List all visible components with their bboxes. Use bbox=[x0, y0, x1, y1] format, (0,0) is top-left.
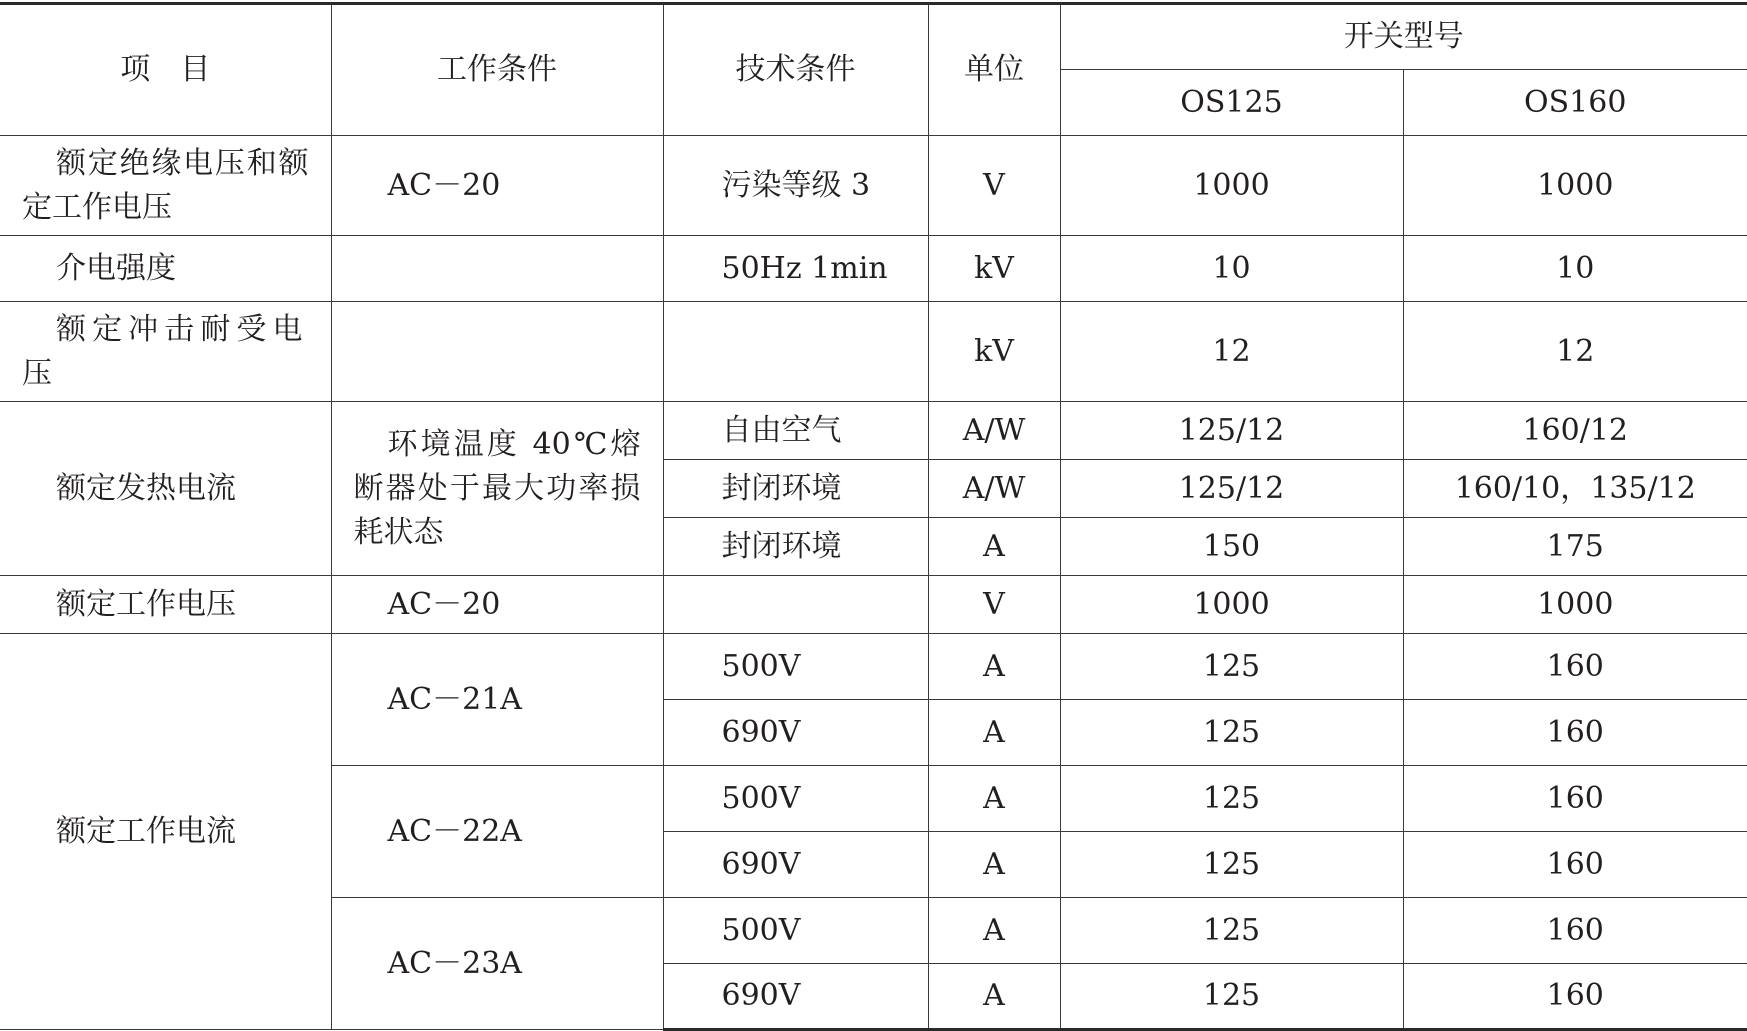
header-unit: 单位 bbox=[928, 4, 1060, 136]
row-os160-value: 160 bbox=[1403, 832, 1747, 898]
row-unit: kV bbox=[928, 302, 1060, 402]
row-unit: A/W bbox=[928, 402, 1060, 460]
table-row bbox=[0, 576, 1747, 634]
row-os160-value: 160 bbox=[1403, 898, 1747, 964]
row-os160-value: 160 bbox=[1403, 700, 1747, 766]
row-tech-condition: 500V bbox=[663, 766, 928, 832]
row-tech-condition: 封闭环境 bbox=[663, 460, 928, 518]
table-row bbox=[0, 236, 1747, 302]
row-os125-value: 125 bbox=[1060, 634, 1403, 700]
row-tech-condition: 封闭环境 bbox=[663, 518, 928, 576]
row-os160-value: 160/10，135/12 bbox=[1403, 460, 1747, 518]
row-os160-value: 10 bbox=[1403, 236, 1747, 302]
row-item: 额定发热电流 bbox=[0, 402, 331, 576]
row-unit: A bbox=[928, 898, 1060, 964]
row-tech-condition: 500V bbox=[663, 634, 928, 700]
table-row bbox=[0, 136, 1747, 236]
table-row bbox=[0, 634, 1747, 700]
row-os125-value: 125/12 bbox=[1060, 402, 1403, 460]
header-row bbox=[0, 4, 1747, 70]
row-os125-value: 12 bbox=[1060, 302, 1403, 402]
row-item: 额定冲击耐受电压 bbox=[0, 302, 331, 402]
row-item: 介电强度 bbox=[0, 236, 331, 302]
row-unit: A bbox=[928, 634, 1060, 700]
row-os125-value: 1000 bbox=[1060, 576, 1403, 634]
header-work-condition: 工作条件 bbox=[331, 4, 663, 136]
table-row bbox=[0, 302, 1747, 402]
row-os125-value: 10 bbox=[1060, 236, 1403, 302]
header-tech-condition: 技术条件 bbox=[663, 4, 928, 136]
spec-table bbox=[0, 2, 1747, 1031]
row-os160-value: 12 bbox=[1403, 302, 1747, 402]
row-tech-condition: 690V bbox=[663, 700, 928, 766]
row-os125-value: 125 bbox=[1060, 766, 1403, 832]
row-os125-value: 125 bbox=[1060, 700, 1403, 766]
row-item: 额定工作电压 bbox=[0, 576, 331, 634]
table-row bbox=[0, 402, 1747, 460]
row-unit: kV bbox=[928, 236, 1060, 302]
row-item: 额定工作电流 bbox=[0, 634, 331, 1030]
row-os125-value: 150 bbox=[1060, 518, 1403, 576]
row-work-condition bbox=[331, 236, 663, 302]
row-os125-value: 125 bbox=[1060, 832, 1403, 898]
header-switch-model: 开关型号 bbox=[1060, 4, 1747, 70]
row-os160-value: 175 bbox=[1403, 518, 1747, 576]
row-os125-value: 125 bbox=[1060, 898, 1403, 964]
row-tech-condition: 自由空气 bbox=[663, 402, 928, 460]
row-unit: A bbox=[928, 832, 1060, 898]
row-tech-condition: 690V bbox=[663, 832, 928, 898]
row-work-condition: AC－21A bbox=[331, 634, 663, 766]
row-work-condition: AC－20 bbox=[331, 136, 663, 236]
row-unit: A bbox=[928, 700, 1060, 766]
row-os160-value: 1000 bbox=[1403, 136, 1747, 236]
row-os125-value: 125/12 bbox=[1060, 460, 1403, 518]
row-work-condition: AC－20 bbox=[331, 576, 663, 634]
row-os160-value: 160 bbox=[1403, 634, 1747, 700]
row-work-condition: AC－22A bbox=[331, 766, 663, 898]
header-item: 项 目 bbox=[0, 4, 331, 136]
row-tech-condition: 500V bbox=[663, 898, 928, 964]
row-tech-condition: 50Hz 1min bbox=[663, 236, 928, 302]
row-unit: A bbox=[928, 766, 1060, 832]
row-os125-value: 125 bbox=[1060, 964, 1403, 1030]
row-unit: A bbox=[928, 518, 1060, 576]
row-unit: A/W bbox=[928, 460, 1060, 518]
row-item: 额定绝缘电压和额定工作电压 bbox=[0, 136, 331, 236]
row-os160-value: 160 bbox=[1403, 964, 1747, 1030]
header-model-os125: OS125 bbox=[1060, 70, 1403, 136]
row-tech-condition: 污染等级 3 bbox=[663, 136, 928, 236]
header-model-os160: OS160 bbox=[1403, 70, 1747, 136]
row-unit: V bbox=[928, 576, 1060, 634]
row-tech-condition bbox=[663, 302, 928, 402]
row-tech-condition bbox=[663, 576, 928, 634]
row-os160-value: 160 bbox=[1403, 766, 1747, 832]
row-os160-value: 1000 bbox=[1403, 576, 1747, 634]
row-work-condition: 环境温度 40℃熔断器处于最大功率损耗状态 bbox=[331, 402, 663, 576]
row-os160-value: 160/12 bbox=[1403, 402, 1747, 460]
row-work-condition bbox=[331, 302, 663, 402]
row-tech-condition: 690V bbox=[663, 964, 928, 1030]
row-os125-value: 1000 bbox=[1060, 136, 1403, 236]
row-work-condition: AC－23A bbox=[331, 898, 663, 1030]
row-unit: A bbox=[928, 964, 1060, 1030]
row-unit: V bbox=[928, 136, 1060, 236]
